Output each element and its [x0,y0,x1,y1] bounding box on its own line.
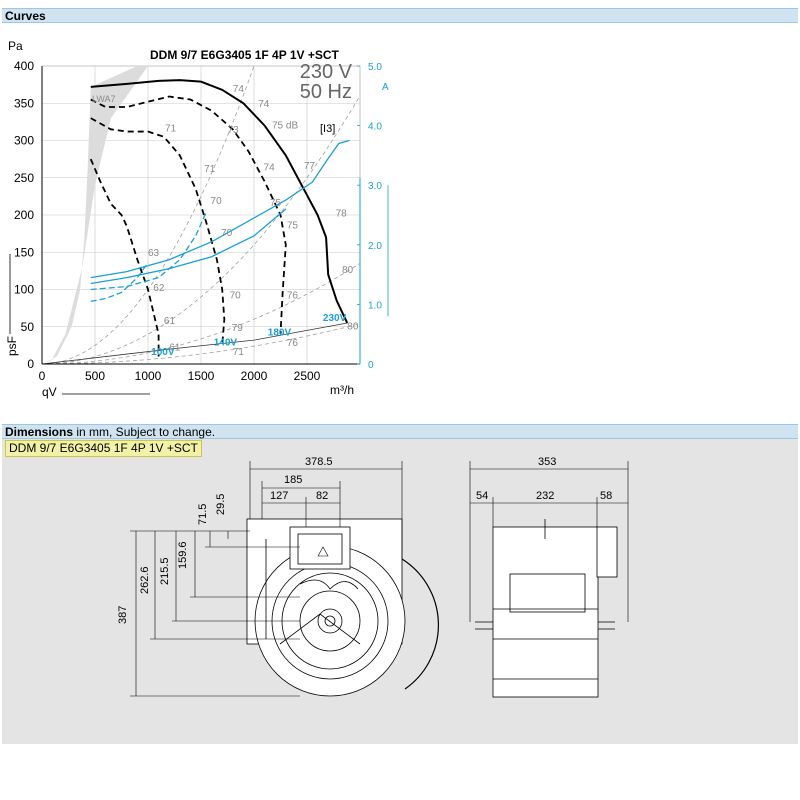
lwa-label: LWA7 [92,94,116,104]
voltage-label-100V: 100V [151,347,175,359]
supply-frequency: 50 Hz [299,81,352,103]
dim-front-overall-width: 353 [538,456,557,468]
voltage-label-140V: 140V [213,337,238,349]
db-label: 62 [153,282,165,294]
x-tick-label: 1500 [187,369,215,383]
db-label: 79 [231,323,243,335]
dim-side-width-3: 82 [316,490,329,502]
db-unit-label: 75 dB [272,120,299,132]
voltage-label-180V: 180V [267,327,292,339]
dim-side-width-2: 127 [270,490,289,502]
side-view-drawing [247,519,438,696]
dim-side-height-1: 262.6 [139,566,151,594]
voltage-label-230V: 230V [322,312,347,324]
db-label: 61 [163,315,176,327]
y-tick-label: 350 [13,96,34,111]
x-tick-label: 1000 [134,369,162,383]
y2-tick-label: 4.0 [368,121,382,133]
curve-id: [I3] [320,123,336,135]
db-label: 75 [269,198,282,210]
model-label: DDM 9/7 E6G3405 1F 4P 1V +SCT [5,440,202,457]
x-tick-label: 0 [38,369,46,383]
y-tick-label: 100 [13,282,34,297]
dim-front-right: 58 [600,490,613,502]
curves-title: Curves [5,9,46,23]
y-tick-label: 50 [20,319,34,334]
y-tick-label: 0 [27,357,34,371]
db-label: 71 [232,347,244,359]
db-label: 77 [303,160,315,172]
y2-tick-label: 3.0 [368,181,382,193]
x-axis-label: qV [42,385,57,399]
dimension-drawings [0,439,800,745]
db-label: 75 [286,220,298,232]
db-label: 63 [148,247,160,259]
db-label: 74 [232,84,244,96]
x-tick-label: 500 [84,369,106,383]
x-tick-label: 2500 [293,369,321,383]
dim-side-height-3: 159.6 [177,541,189,569]
dim-side-height-4: 71.5 [197,503,209,525]
db-label: 76 [286,338,298,350]
chart-title: DDM 9/7 E6G3405 1F 4P 1V +SCT [150,48,339,62]
y-tick-label: 300 [13,133,34,148]
db-label: 71 [164,123,177,135]
dim-side-height-2: 215.5 [159,557,171,585]
dimensions-note: in mm, Subject to change. [73,425,216,439]
y-tick-label: 400 [13,59,34,73]
dimensions-section-header [2,424,798,439]
y-axis-label: psF [5,335,19,356]
db-label: 70 [221,227,233,239]
y2-tick-label: 1.0 [368,300,382,312]
y2-tick-label: 5.0 [368,62,382,73]
db-label: 61 [169,342,181,354]
dim-side-height-total: 387 [117,605,129,624]
dim-side-width-1: 185 [284,474,303,486]
db-label: 80 [341,265,354,277]
curves-section-header [2,8,798,23]
x-tick-label: 2000 [240,369,268,383]
db-label: 70 [210,195,222,207]
front-view-drawing [475,519,617,697]
db-label: 80 [347,321,359,333]
y2-tick-label: 0 [368,360,374,371]
dim-front-middle: 232 [536,490,555,502]
db-label: 78 [335,208,347,220]
y2-tick-label: 2.0 [368,240,382,252]
db-label: 74 [263,162,275,174]
supply-voltage: 230 V [299,61,352,83]
x-unit-label: m³/h [330,383,354,397]
y-tick-label: 150 [13,245,34,260]
y-tick-label: 250 [13,170,34,185]
db-label: 70 [229,290,241,302]
db-label: 73 [227,125,239,137]
dimensions-title: Dimensions [5,425,74,439]
y2-unit-label: A [382,81,389,93]
db-label: 71 [204,163,216,175]
dim-front-left: 54 [476,490,489,502]
dim-side-overall-width: 378.5 [305,456,333,468]
db-label: 76 [286,290,298,302]
y-tick-label: 200 [13,208,34,222]
dim-side-height-5: 29.5 [215,493,227,515]
y-unit-label: Pa [8,39,23,53]
db-label: 74 [258,98,270,110]
performance-chart [0,24,800,404]
